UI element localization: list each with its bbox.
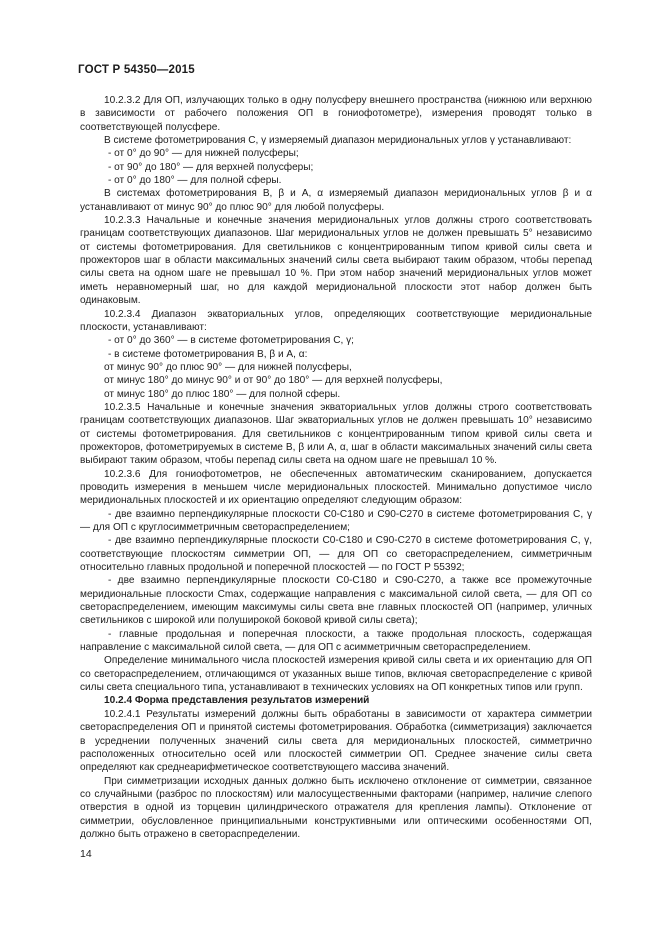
paragraph-10-2-3-3: 10.2.3.3 Начальные и конечные значения меридиональных углов должны строго соответствовать границам соответствующих диапазонов. Шаг меридиональных углов не должен превышать 5° независимо от системы фотометрирования. Для светильников с концентрированным типом кривой силы света и прожекторов шаг в области максимальных значений силы света выбирают таким образом, чтобы перепад силы света на одном шаге не превышал 10 %. При этом набор значений меридиональных углов может иметь неравномерный шаг, но для каждой меридиональной плоскости этот набор должен быть одинаковым. <box>80 215 592 307</box>
list-item: - две взаимно перпендикулярные плоскости C0-C180 и C90-C270 в системе фотометрирования C, γ — для ОП с круглосимметричным светораспределением; <box>80 508 592 533</box>
list-item: - от 0° до 180° — для полной сферы. <box>108 175 282 187</box>
sub-list-item: от минус 180° до плюс 180° — для полной сферы. <box>104 388 341 400</box>
paragraph-10-2-4-1: 10.2.4.1 Результаты измерений должны быть обработаны в зависимости от характера симметрии светораспределения ОП и принятой системы фотометрирования. Обработка (симметризация) заключается в усреднении полученных значений силы света для меридиональных плоскостей, симметрично расположенных относительно осей или плоскостей симметрии ОП. Среднее значение силы света определяют как среднеарифметическое соответствующего массива значений. <box>80 708 592 774</box>
list-item: - в системе фотометрирования B, β и A, α: <box>108 348 308 360</box>
section-heading-10-2-4: 10.2.4 Форма представления результатов измерений <box>104 695 370 707</box>
list-item: - от 90° до 180° — для верхней полусферы; <box>108 161 314 173</box>
list-item: - две взаимно перпендикулярные плоскости C0-C180 и C90-C270, а также все промежуточные меридиональные плоскости Cmax, содержащие направления с максимальной силой света, — для ОП со светораспределением, имеющим максимумы силы света вне главных плоскостей ОП (например, уличных светильников с широкой или полуширокой боковой кривой силы света); <box>80 575 592 627</box>
paragraph-b-beta-range: В системах фотометрирования B, β и A, α измеряемый диапазон меридиональных углов β и α устанавливают от минус 90° до плюс 90° для любой полусферы. <box>80 188 592 213</box>
list-item: - от 0° до 90° — для нижней полусферы; <box>108 148 299 160</box>
document-header: ГОСТ Р 54350—2015 <box>78 64 195 76</box>
paragraph-symmetrization: При симметризации исходных данных должно быть исключено отклонение от симметрии, связанное со случайными (разброс по плоскостям) или малосущественными факторами (например, наличие слепого отверстия в одной из торцевин цилиндрического отражателя для крепления лампы). Отклонение от симметрии, обусловленное принципиальными конструктивными или оптическими особенностями ОП, должно быть отражено в светораспределении. <box>80 775 592 840</box>
document-body <box>80 94 592 841</box>
list-item: - от 0° до 360° — в системе фотометрирования C, γ; <box>108 335 354 347</box>
paragraph-min-planes: Определение минимального числа плоскостей измерения кривой силы света и их ориентацию для ОП со светораспределением, отличающимся от указанных выше типов, включая светораспределение с кривой силы света специального типа, устанавливают в технических условиях на ОП конкретных типов или групп. <box>80 655 592 694</box>
paragraph-10-2-3-4: 10.2.3.4 Диапазон экваториальных углов, определяющих соответствующие меридиональные плоскости, устанавливают: <box>80 308 592 333</box>
list-item: - главные продольная и поперечная плоскости, а также продольная плоскость, содержащая направление с максимальной силой света, — для ОП с асимметричным светораспределением. <box>80 628 592 654</box>
sub-list-item: от минус 180° до минус 90° и от 90° до 180° — для верхней полусферы, <box>104 375 443 387</box>
paragraph-10-2-3-5: 10.2.3.5 Начальные и конечные значения экваториальных углов должны строго соответствовать границам соответствующих диапазонов. Шаг экваториальных углов не должен превышать 10° независимо от системы фотометрирования. Для светильников с концентрированным типом кривой силы света и прожекторов, фотометрируемых в системе B, β или A, α, шаг в области максимальных значений силы света выбирают таким образом, чтобы перепад силы света на одном шаге не превышал 10 %. <box>80 401 592 467</box>
page-number: 14 <box>80 848 92 860</box>
list-item: - две взаимно перпендикулярные плоскости C0-C180 и C90-C270 в системе фотометрирования C, γ, соответствующие плоскостям симметрии ОП, — для ОП со светораспределением, симметричным относительно главных продольной и поперечной плоскостей — по ГОСТ Р 55392; <box>80 535 592 574</box>
paragraph-10-2-3-6: 10.2.3.6 Для гониофотометров, не обеспеченных автоматическим сканированием, допускается проводить измерения в меньшем числе меридиональных плоскостей. Минимально допустимое число меридиональных плоскостей и их ориентацию определяют следующим образом: <box>80 468 592 507</box>
sub-list-item: от минус 90° до плюс 90° — для нижней полусферы, <box>104 361 352 373</box>
paragraph-c-gamma-range: В системе фотометрирования C, γ измеряемый диапазон меридиональных углов γ устанавливают: <box>104 135 572 147</box>
paragraph-10-2-3-2: 10.2.3.2 Для ОП, излучающих только в одну полусферу внешнего пространства (нижнюю или верхнюю в зависимости от рабочего положения ОП в гониофотометре), измерения проводят только в соответствующей полусфере. <box>80 95 592 133</box>
